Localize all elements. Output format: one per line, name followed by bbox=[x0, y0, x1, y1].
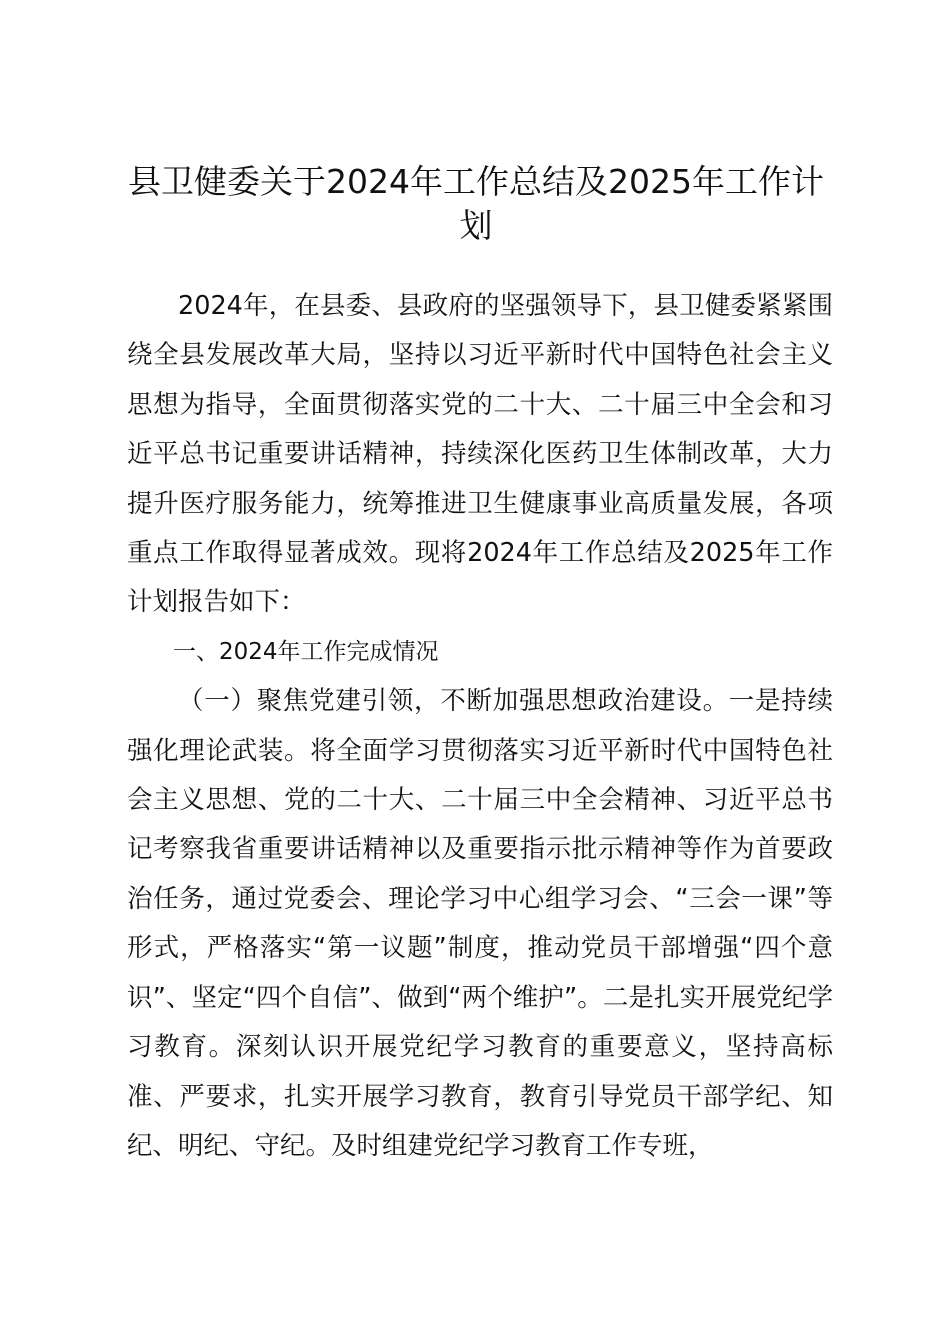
section-paragraph: （一）聚焦党建引领，不断加强思想政治建设。一是持续强化理论武装。将全面学习贯彻落实习近平新时代中国特色社会主义思想、党的二十大、二十届三中全会精神、习近平总书记考察我省重要讲话精神以及重要指示批示精神等作为首要政治任务，通过党委会、理论学习中心组学习会、“三会一课”等形式，严格落实“第一议题”制度，推动党员干部增强“四个意识”、坚定“四个自信”、做到“两个维护”。二是扎实开展党纪学习教育。深刻认识开展党纪学习教育的重要意义，坚持高标准、严要求，扎实开展学习教育，教育引导党员干部学纪、知纪、明纪、守纪。及时组建党纪学习教育工作专班， bbox=[127, 686, 833, 1161]
document-title: 县卫健委关于2024年工作总结及2025年工作计划 bbox=[128, 162, 824, 245]
document-body bbox=[127, 282, 833, 1171]
section-heading: 一、2024年工作完成情况 bbox=[173, 638, 439, 665]
intro-paragraph: 2024年，在县委、县政府的坚强领导下，县卫健委紧紧围绕全县发展改革大局，坚持以习近平新时代中国特色社会主义思想为指导，全面贯彻落实党的二十大、二十届三中全会和习近平总书记重要讲话精神，持续深化医药卫生体制改革，大力提升医疗服务能力，统筹推进卫生健康事业高质量发展，各项重点工作取得显著成效。现将2024年工作总结及2025年工作计划报告如下： bbox=[127, 291, 833, 618]
